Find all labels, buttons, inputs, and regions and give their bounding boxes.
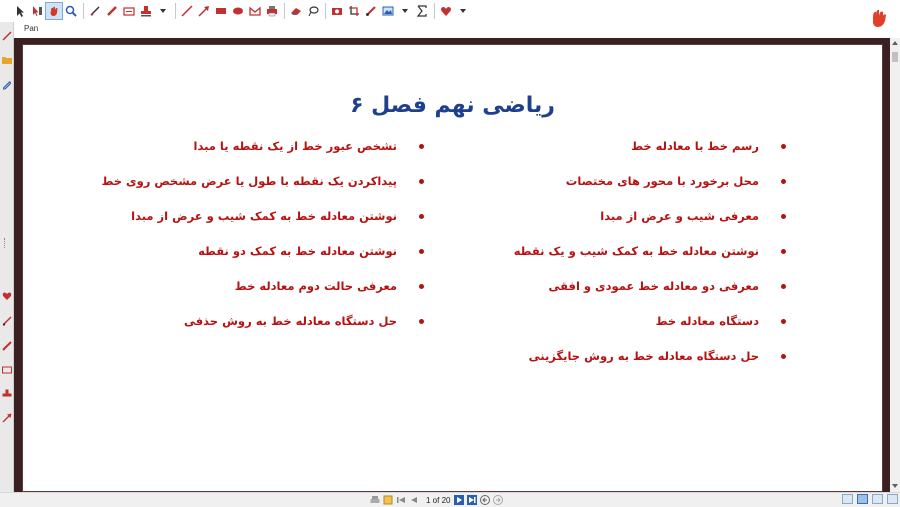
dropdown-icon[interactable]: [397, 3, 413, 19]
list-item-text: نوشتن معادله خط به کمک دو نقطه: [198, 244, 397, 258]
toolbar-icons: [12, 2, 472, 20]
page-title: ریاضی نهم فصل ۶: [350, 93, 555, 118]
toolbar-separator: [83, 3, 84, 19]
toolbar-grip[interactable]: [4, 238, 7, 248]
arrow-icon[interactable]: [1, 412, 12, 423]
bullet-icon: [781, 284, 786, 289]
previous-page-icon[interactable]: [409, 495, 419, 505]
tool-label-row: [0, 22, 900, 38]
brush-icon[interactable]: [363, 3, 379, 19]
bullet-icon: [419, 179, 424, 184]
crop-icon[interactable]: [346, 3, 362, 19]
brush-icon[interactable]: [1, 315, 12, 326]
bullet-icon: [781, 319, 786, 324]
continuous-facing-view-icon[interactable]: [887, 494, 898, 504]
list-item: [235, 277, 424, 295]
polygon-icon[interactable]: [247, 3, 263, 19]
list-item-text: حل دستگاه معادله خط به روش جایگزینی: [528, 349, 759, 363]
toolbar-separator: [325, 3, 326, 19]
list-item-text: معرفی حالت دوم معادله خط: [234, 279, 397, 293]
rectangle-icon[interactable]: [213, 3, 229, 19]
list-item: [131, 207, 424, 225]
vertical-scrollbar[interactable]: [890, 38, 900, 492]
list-item: [194, 137, 424, 155]
list-item: [101, 172, 424, 190]
select-text-icon[interactable]: [29, 3, 45, 19]
highlighter-icon[interactable]: [104, 3, 120, 19]
text-box-icon[interactable]: [121, 3, 137, 19]
ellipse-icon[interactable]: [230, 3, 246, 19]
camera-icon[interactable]: [329, 3, 345, 19]
print-icon[interactable]: [264, 3, 280, 19]
bullet-icon: [419, 284, 424, 289]
toolbar-separator: [175, 3, 176, 19]
page-indicator[interactable]: 1 of 20: [426, 495, 451, 505]
list-item-text: پیداکردن یک نقطه با طول یا عرض مشخص روی خط: [101, 174, 397, 188]
bullet-icon: [419, 144, 424, 149]
pen-icon[interactable]: [1, 30, 12, 41]
active-tool-label: Pan: [24, 24, 39, 33]
bullet-icon: [781, 179, 786, 184]
list-item: [549, 277, 786, 295]
stamp-icon[interactable]: [1, 388, 12, 399]
list-item: [198, 242, 424, 260]
list-item-text: محل برخورد با محور های مختصات: [565, 174, 759, 188]
heart-icon[interactable]: [1, 290, 12, 301]
list-item-text: رسم خط با معادله خط: [631, 139, 759, 153]
stamp-icon[interactable]: [138, 3, 154, 19]
print-icon[interactable]: [370, 495, 380, 505]
highlighter-icon[interactable]: [1, 340, 12, 351]
lasso-icon[interactable]: [305, 3, 321, 19]
image-icon[interactable]: [380, 3, 396, 19]
single-page-view-icon[interactable]: [842, 494, 853, 504]
document-page: [22, 44, 883, 492]
bullet-icon: [781, 354, 786, 359]
document-workspace: [14, 38, 890, 492]
bullet-icon: [781, 249, 786, 254]
view-mode-buttons: [842, 494, 900, 504]
scroll-up-icon[interactable]: [892, 41, 898, 45]
toolbar-separator: [284, 3, 285, 19]
text-box-icon[interactable]: [1, 364, 12, 375]
list-item: [656, 312, 786, 330]
pan-hand-icon[interactable]: [46, 3, 62, 19]
next-page-icon[interactable]: [454, 495, 464, 505]
main-toolbar: [0, 0, 900, 22]
last-page-icon[interactable]: [467, 495, 477, 505]
list-item-text: نوشتن معادله خط به کمک شیب و یک نقطه: [513, 244, 759, 258]
bullet-icon: [419, 319, 424, 324]
bullet-icon: [419, 214, 424, 219]
fit-page-icon[interactable]: [383, 495, 393, 505]
sigma-icon[interactable]: [414, 3, 430, 19]
list-item-text: معرفی دو معادله خط عمودی و افقی: [548, 279, 759, 293]
list-item: [184, 312, 424, 330]
bullet-icon: [781, 144, 786, 149]
dropdown-icon[interactable]: [455, 3, 471, 19]
line-icon[interactable]: [179, 3, 195, 19]
list-item: [529, 347, 786, 365]
dropdown-icon[interactable]: [155, 3, 171, 19]
forward-icon[interactable]: [493, 495, 503, 505]
folder-icon[interactable]: [1, 54, 12, 65]
list-item-text: نوشتن معادله خط به کمک شیب و عرض از مبدا: [131, 209, 397, 223]
first-page-icon[interactable]: [396, 495, 406, 505]
list-item-text: معرفی شیب و عرض از مبدا: [600, 209, 759, 223]
list-item-text: دستگاه معادله خط: [655, 314, 759, 328]
list-item-text: حل دستگاه معادله خط به روش حذفی: [183, 314, 397, 328]
continuous-view-icon[interactable]: [857, 494, 868, 504]
zoom-icon[interactable]: [63, 3, 79, 19]
list-item: [514, 242, 786, 260]
scrollbar-thumb[interactable]: [892, 52, 898, 62]
facing-view-icon[interactable]: [872, 494, 883, 504]
eraser-icon[interactable]: [288, 3, 304, 19]
status-bar: [0, 492, 900, 507]
toolbar-separator: [434, 3, 435, 19]
list-item: [566, 172, 786, 190]
list-item: [600, 207, 786, 225]
back-icon[interactable]: [480, 495, 490, 505]
left-toolbar: [0, 22, 14, 492]
pointer-icon[interactable]: [12, 3, 28, 19]
page-navigation: [370, 494, 506, 506]
list-item: [631, 137, 786, 155]
heart-icon[interactable]: [438, 3, 454, 19]
scroll-down-icon[interactable]: [892, 484, 898, 488]
pen-icon[interactable]: [87, 3, 103, 19]
bullet-icon: [419, 249, 424, 254]
attach-icon[interactable]: [1, 80, 12, 91]
bullet-icon: [781, 214, 786, 219]
arrow-icon[interactable]: [196, 3, 212, 19]
list-item-text: تشخص عبور خط از یک نقطه یا مبدا: [193, 139, 397, 153]
